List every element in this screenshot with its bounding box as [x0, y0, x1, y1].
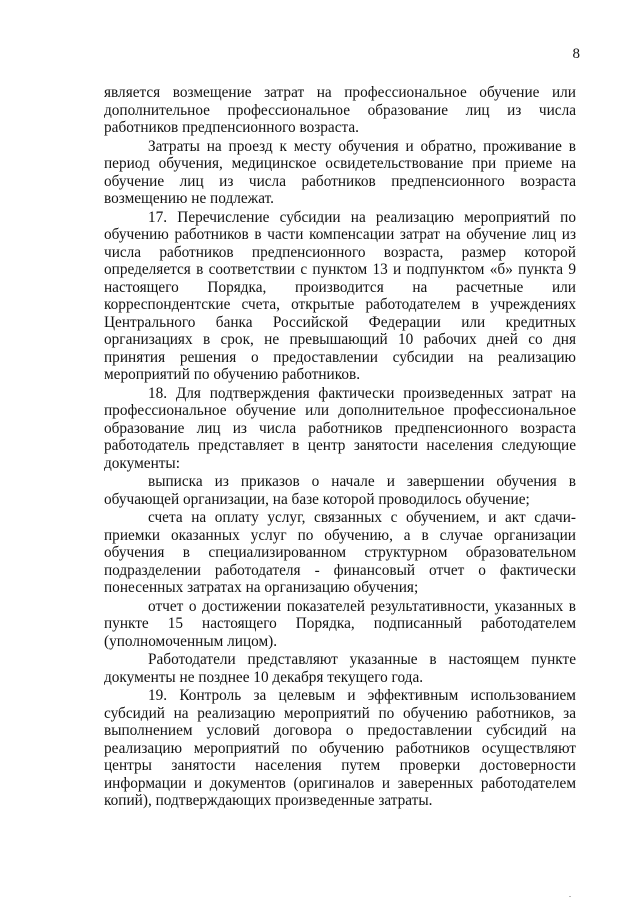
paragraph-performance-report: отчет о достижении показателей результативности, указанных в пункте 15 настоящего Порядка, подписанный работодателем (уполномоченным лицом).	[104, 597, 576, 650]
paragraph-order-extract: выписка из приказов о начале и завершении обучения в обучающей организации, на базе которой проводилось обучение;	[104, 473, 576, 508]
page-number: 8	[572, 46, 580, 62]
paragraph-deadline: Работодатели представляют указанные в настоящем пункте документы не позднее 10 декабря текущего года.	[104, 651, 576, 686]
document-body	[104, 84, 576, 810]
paragraph-item-19: 19. Контроль за целевым и эффективным использованием субсидий на реализацию мероприятий по обучению работников, за выполнением условий договора о предоставлении субсидий на реализацию мероприятий по обучению работников осуществляют центры занятости населения путем проверки достоверности информации и документов (оригиналов и заверенных работодателем копий), подтверждающих произведенные затраты.	[104, 687, 576, 809]
paragraph-item-17: 17. Перечисление субсидии на реализацию мероприятий по обучению работников в части компенсации затрат на обучение лиц из числа работников предпенсионного возраста, размер которой определяется в соответствии с пунктом 13 и подпунктом «б» пункта 9 настоящего Порядка, производится на расчетные или корреспондентские счета, открытые работодателем в учреждениях Центрального банка Российской Федерации или кредитных организациях в срок, не превышающий 10 рабочих дней со дня принятия решения о предоставлении субсидии на реализацию мероприятий по обучению работников.	[104, 208, 576, 383]
paragraph-item-18: 18. Для подтверждения фактически произведенных затрат на профессиональное обучение или дополнительное профессиональное образование лиц из числа работников предпенсионного возраста работодатель представляет в центр занятости населения следующие документы:	[104, 384, 576, 472]
paragraph-invoices: счета на оплату услуг, связанных с обучением, и акт сдачи-приемки оказанных услуг по обучению, а в случае организации обучения в специализированном структурном образовательном подразделении работодателя - финансовый отчет о фактически понесенных затратах на организацию обучения;	[104, 509, 576, 596]
bottom-mark: .	[569, 890, 571, 899]
paragraph-travel-costs: Затраты на проезд к месту обучения и обратно, проживание в период обучения, медицинское освидетельствование при приеме на обучение лиц из числа работников предпенсионного возраста возмещению не подлежат.	[104, 137, 576, 207]
paragraph-continuation: является возмещение затрат на профессиональное обучение или дополнительное профессиональное образование лиц из числа работников предпенсионного возраста.	[104, 84, 576, 136]
